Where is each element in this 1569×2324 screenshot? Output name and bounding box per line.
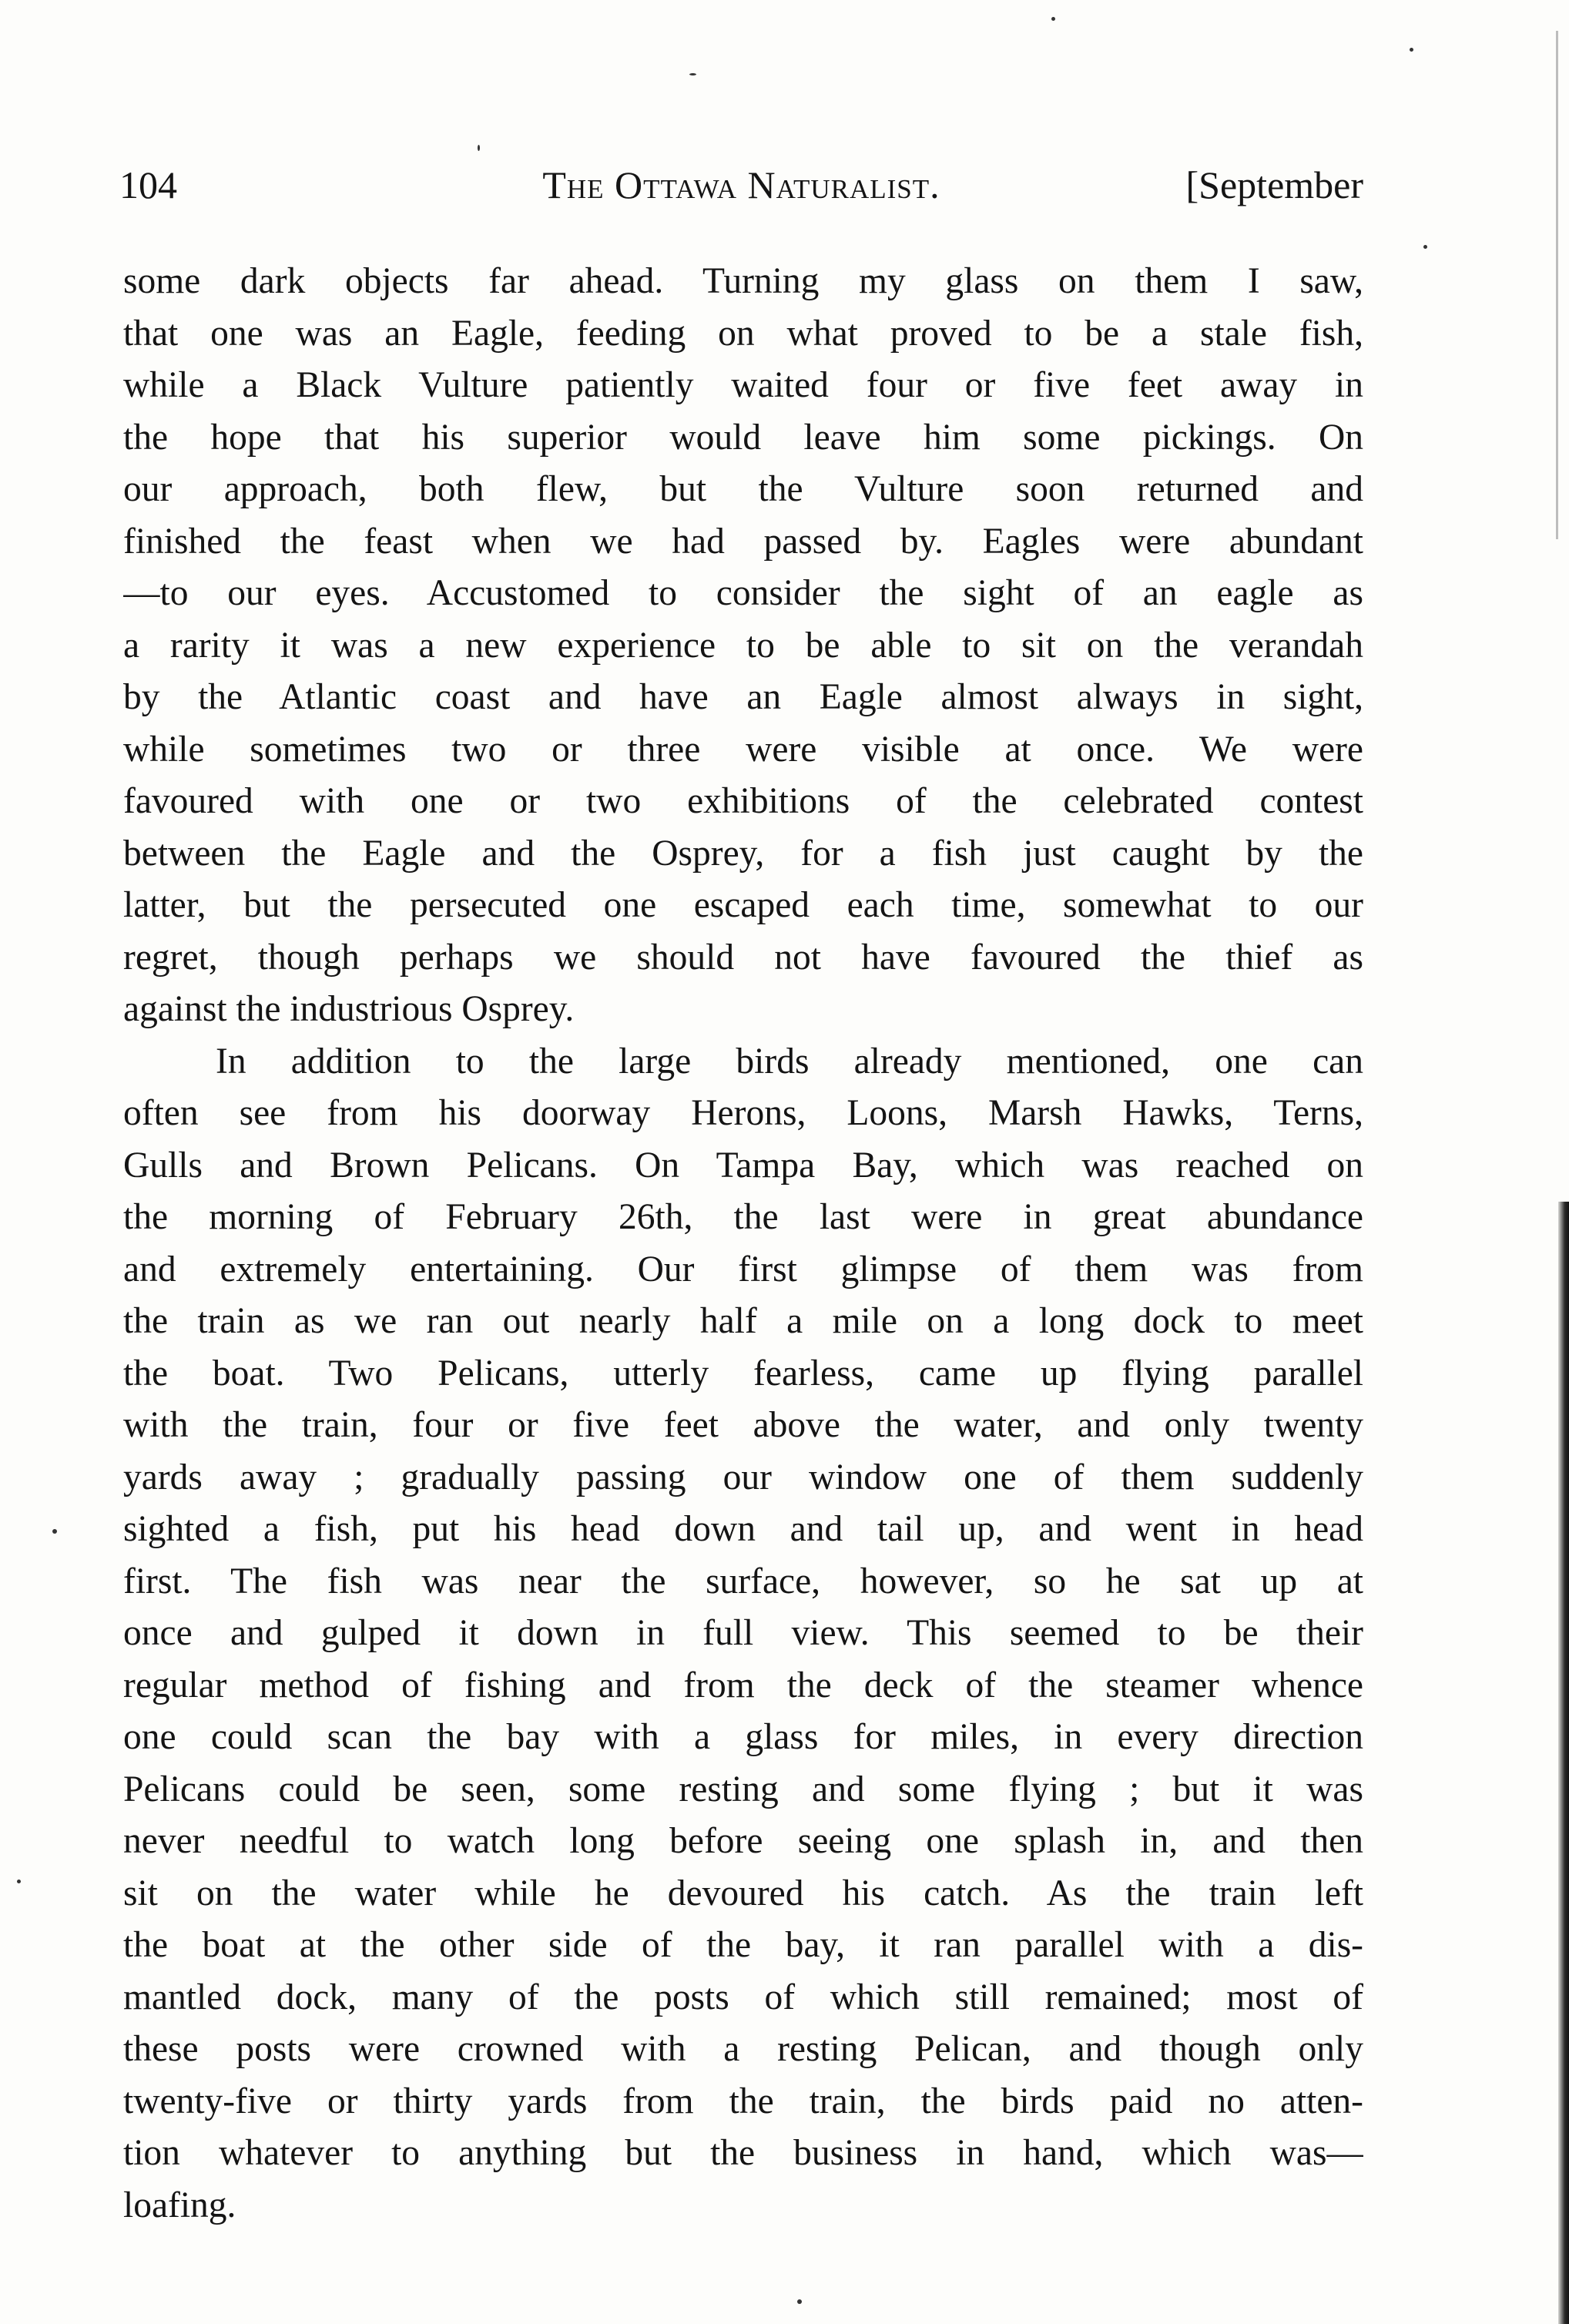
journal-title: The Ottawa Naturalist. <box>542 163 940 206</box>
scan-speck <box>52 1529 57 1534</box>
text-line: twenty-five or thirty yards from the train, the birds paid no atten- <box>123 2081 1363 2121</box>
text-line: the train as we ran out nearly half a mile on a long dock to meet <box>123 1301 1363 1341</box>
scan-speck <box>797 2299 802 2304</box>
text-line: sighted a fish, put his head down and tail up, and went in head <box>123 1509 1363 1549</box>
issue-month: [September <box>1185 163 1363 206</box>
body-text <box>123 256 1363 2232</box>
text-line: loafing. <box>123 2185 236 2225</box>
text-line: a rarity it was a new experience to be able to sit on the verandah <box>123 625 1363 666</box>
text-line: the boat. Two Pelicans, utterly fearless, came up flying parallel <box>123 1353 1363 1393</box>
scan-speck <box>1410 48 1413 52</box>
text-line: between the Eagle and the Osprey, for a fish just caught by the <box>123 833 1363 874</box>
text-line: yards away ; gradually passing our window one of them suddenly <box>123 1457 1363 1497</box>
text-line: regret, though perhaps we should not have favoured the thief as <box>123 937 1363 978</box>
text-line: our approach, both flew, but the Vulture soon returned and <box>123 469 1363 509</box>
text-line: the morning of February 26th, the last were in great abundance <box>123 1197 1363 1237</box>
text-line: never needful to watch long before seeing one splash in, and then <box>123 1821 1363 1861</box>
text-line: —to our eyes. Accustomed to consider the sight of an eagle as <box>123 573 1363 613</box>
text-line: the boat at the other side of the bay, it ran parallel with a dis- <box>123 1925 1363 1965</box>
text-line: regular method of fishing and from the deck of the steamer whence <box>123 1665 1363 1705</box>
text-line: while a Black Vulture patiently waited four or five feet away in <box>123 365 1363 405</box>
text-line: often see from his doorway Herons, Loons, Marsh Hawks, Terns, <box>123 1093 1363 1133</box>
scan-edge-shadow <box>1556 31 1558 539</box>
text-line: that one was an Eagle, feeding on what proved to be a stale fish, <box>123 313 1363 354</box>
scan-speck <box>1051 17 1055 21</box>
text-line: the hope that his superior would leave him some pickings. On <box>123 417 1363 458</box>
scan-speck <box>1423 245 1427 249</box>
text-line: latter, but the persecuted one escaped each time, somewhat to our <box>123 885 1363 925</box>
scan-speck <box>478 145 480 151</box>
text-line: sit on the water while he devoured his catch. As the train left <box>123 1873 1363 1913</box>
text-line: these posts were crowned with a resting Pelican, and though only <box>123 2029 1363 2069</box>
text-line: In addition to the large birds already mentioned, one can <box>216 1041 1363 1082</box>
text-line: once and gulped it down in full view. This seemed to be their <box>123 1613 1363 1653</box>
text-line: with the train, four or five feet above the water, and only twenty <box>123 1405 1363 1445</box>
text-line: Gulls and Brown Pelicans. On Tampa Bay, which was reached on <box>123 1145 1363 1185</box>
text-line: against the industrious Osprey. <box>123 989 575 1029</box>
text-line: mantled dock, many of the posts of which still remained; most of <box>123 1977 1363 2017</box>
text-line: some dark objects far ahead. Turning my glass on them I saw, <box>123 261 1363 301</box>
text-line: Pelicans could be seen, some resting and some flying ; but it was <box>123 1769 1363 1809</box>
binding-edge <box>1558 1202 1569 2324</box>
text-line: tion whatever to anything but the business in hand, which was— <box>123 2133 1363 2173</box>
scan-speck <box>17 1880 21 1883</box>
text-line: favoured with one or two exhibitions of the celebrated contest <box>123 781 1363 821</box>
text-line: finished the feast when we had passed by. Eagles were abundant <box>123 521 1363 562</box>
text-line: and extremely entertaining. Our first glimpse of them was from <box>123 1249 1363 1289</box>
running-head <box>119 154 1363 216</box>
text-line: by the Atlantic coast and have an Eagle almost always in sight, <box>123 677 1363 717</box>
text-line: first. The fish was near the surface, however, so he sat up at <box>123 1561 1363 1601</box>
scan-speck <box>689 73 696 75</box>
text-line: one could scan the bay with a glass for miles, in every direction <box>123 1717 1363 1757</box>
page-number: 104 <box>119 163 177 206</box>
text-line: while sometimes two or three were visible at once. We were <box>123 729 1363 770</box>
